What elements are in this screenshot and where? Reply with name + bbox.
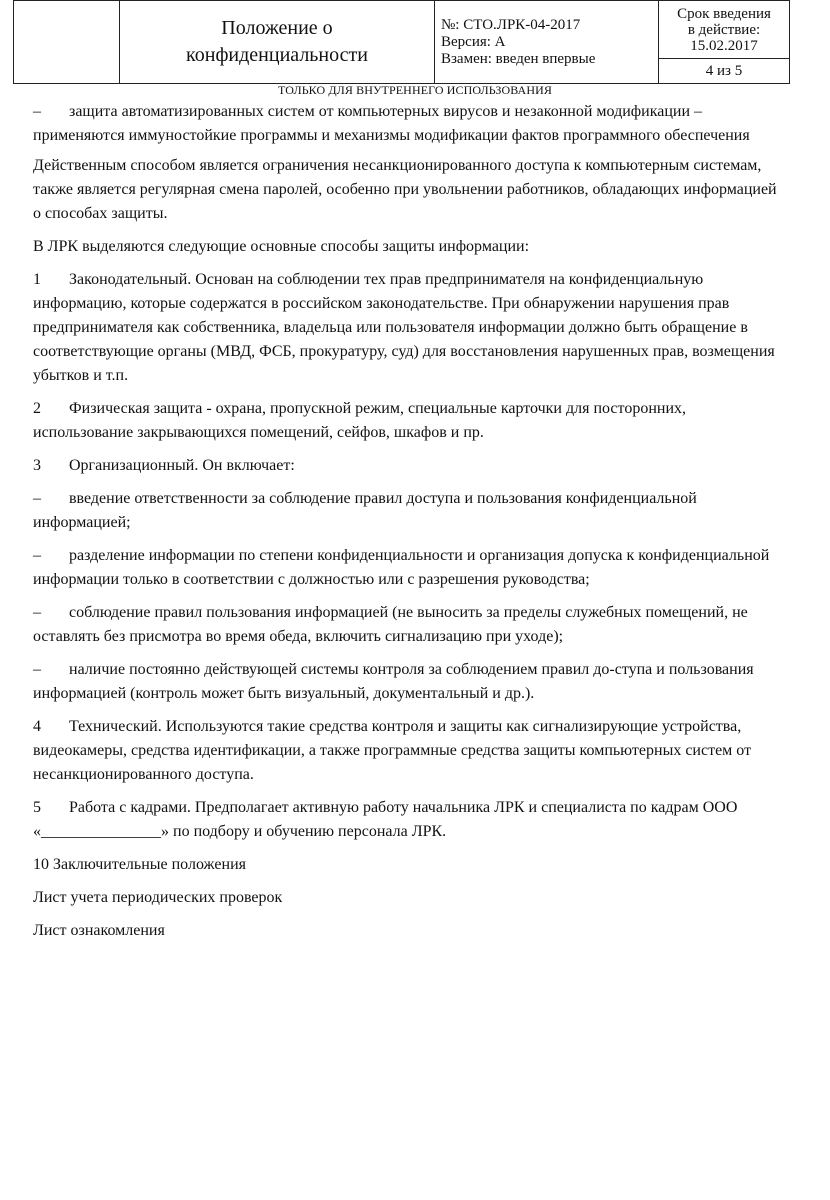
document-body [33, 100, 788, 952]
dash-marker: – [33, 604, 41, 621]
list-item: 2 Физическая защита - охрана, пропускной режим, специальные карточки для посторонних, использование закрывающихся помещений, сейфов, шкафов и пр. [33, 397, 788, 445]
doc-version: Версия: А [441, 33, 506, 50]
title-line-2: конфиденциальности [186, 44, 368, 66]
list-item: 5 Работа с кадрами. Предполагает активную работу начальника ЛРК и специалиста по кадрам ООО «_______________» по подбору и обучению персонала ЛРК. [33, 796, 788, 844]
dash-marker: – [33, 103, 41, 120]
list-item: – соблюдение правил пользования информацией (не выносить за пределы служебных помещений, не оставлять без присмотра во время обеда, включить сигнализацию при уходе); [33, 601, 788, 649]
number-marker: 4 [33, 718, 41, 735]
list-item: 4 Технический. Используются такие средства контроля и защиты как сигнализирующие устройства, видеокамеры, средства идентификации, а также программные средства защиты компьютерных систем от несанкционированного доступа. [33, 715, 788, 787]
doc-replaces: Взамен: введен впервые [441, 50, 596, 67]
paragraph: – защита автоматизированных систем от компьютерных вирусов и незаконной модификации – применяются иммуностойкие программы и механизмы модификации фактов программного обеспечения [33, 100, 788, 148]
number-marker: 5 [33, 799, 41, 816]
list-item: – введение ответственности за соблюдение правил доступа и пользования конфиденциальной информацией; [33, 487, 788, 535]
effective-label-2: в действие: [687, 21, 761, 38]
document-header [13, 0, 790, 84]
list-item: – разделение информации по степени конфиденциальности и организация допуска к конфиденциальной информации только в соответствии с должностью или с разрешения руководства; [33, 544, 788, 592]
dash-marker: – [33, 547, 41, 564]
section-heading: Лист учета периодических проверок [33, 889, 283, 906]
document-title [120, 1, 435, 84]
paragraph: В ЛРК выделяются следующие основные способы защиты информации: [33, 238, 530, 255]
number-marker: 3 [33, 457, 41, 474]
doc-number: №: СТО.ЛРК-04-2017 [441, 16, 581, 33]
document-info [435, 1, 659, 84]
section-heading: 10 Заключительные положения [33, 856, 246, 873]
number-marker: 1 [33, 271, 41, 288]
title-line-1: Положение о [221, 17, 333, 39]
effective-info [659, 1, 790, 84]
effective-label-1: Срок введения [677, 5, 771, 22]
section-heading: Лист ознакомления [33, 922, 165, 939]
effective-date: 15.02.2017 [690, 37, 758, 54]
dash-marker: – [33, 661, 41, 678]
paragraph: Действенным способом является ограничения несанкционированного доступа к компьютерным системам, также является регулярная смена паролей, особенно при увольнении работников, обладающих информацией о способах защиты. [33, 157, 777, 222]
list-item: – наличие постоянно действующей системы контроля за соблюдением правил до-ступа и пользования информацией (контроль может быть визуальный, документальный и др.). [33, 658, 788, 706]
dash-marker: – [33, 490, 41, 507]
internal-use-label: ТОЛЬКО ДЛЯ ВНУТРЕННЕГО ИСПОЛЬЗОВАНИЯ [278, 83, 552, 97]
list-item: 3 Организационный. Он включает: [33, 454, 788, 478]
list-item: 1 Законодательный. Основан на соблюдении тех прав предпринимателя на конфиденциальную информацию, которые содержатся в российском законодательстве. При обнаружении нарушения прав предпринимателя как собственника, владельца или пользователя информации должно быть обращение в соответствующие органы (МВД, ФСБ, прокуратуру, суд) для восстановления нарушенных прав, возмещения убытков и т.п. [33, 268, 788, 388]
page-number: 4 из 5 [705, 63, 743, 79]
number-marker: 2 [33, 400, 41, 417]
logo-cell [14, 1, 120, 84]
